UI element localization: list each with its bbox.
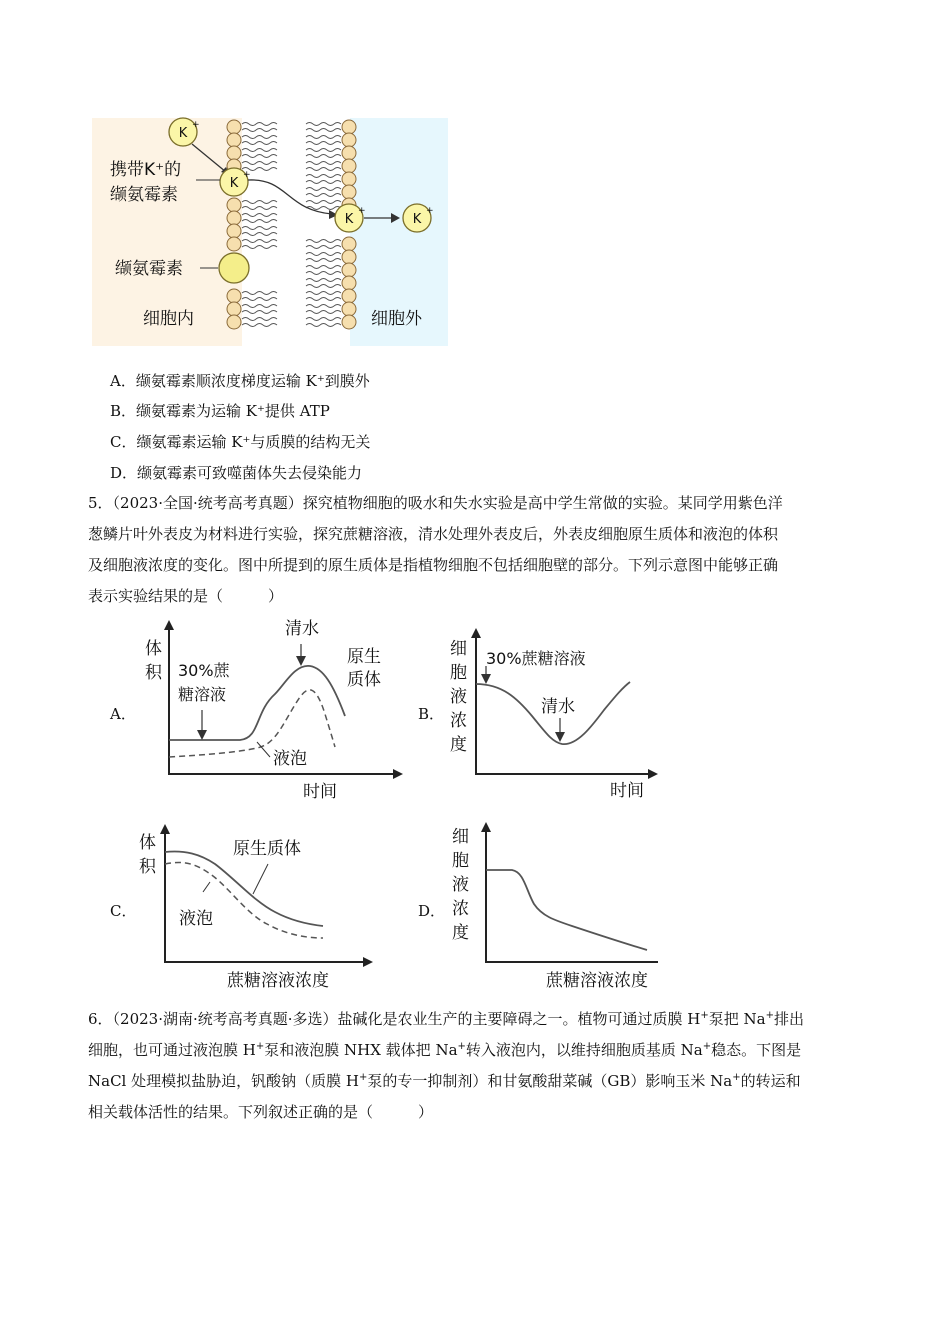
lipid-head [227,120,241,134]
lipid-head [227,302,241,316]
chart-d-ylabel-2: 胞 [452,851,469,871]
chart-c-ylabel-2: 积 [139,857,156,877]
lipid-head [227,224,241,238]
lipid-tail [306,194,341,197]
chart-d-ylabel-3: 液 [452,875,469,895]
chart-c-letter: C． [110,902,137,920]
lipid-tail [306,253,341,256]
lipid-tail [306,188,341,191]
chart-a [135,612,405,807]
lipid-head [342,302,356,316]
lipid-head [342,263,356,277]
chart-d-ylabel-4: 浓 [452,899,469,919]
chart-c-annotation-protoplast: 原生质体 [233,839,301,859]
lipid-tail [306,175,341,178]
chart-a-ylabel-1: 体 [145,639,162,659]
question-6-stem: 6．（2023·湖南·统考高考真题·多选）盐碱化是农业生产的主要障碍之一。植物可通过质膜 H+泵把 Na+排出 细胞，也可通过液泡膜 H+泵和液泡膜 NHX 载体把 Na+转入液泡内，以维持细胞质基质 Na+稳态。下图是 NaCl 处理模拟盐胁迫，钒酸钠（质膜 H+泵的专一抑制剂）和甘氨酸甜菜碱（GB）影响玉米 Na+的转运和 相关载体活性的结果。下列叙述正确的是（ ） [88,1010,805,1121]
lipid-head [227,146,241,160]
lipid-head [227,211,241,225]
chart-d-xlabel: 蔗糖溶液浓度 [546,971,648,991]
lipid-tail [242,240,277,243]
lipid-tail [242,201,277,204]
chart-b-ylabel-1: 细 [450,639,467,659]
label-carrier-line1: 携带K⁺的 [110,160,182,180]
lipid-tail [242,233,277,236]
chart-a-annotation-water: 清水 [285,619,319,639]
lipid-tail [306,311,341,314]
chart-a-letter: A． [110,705,136,723]
chart-a-annotation-vacuole: 液泡 [273,749,307,769]
lipid-tail [306,201,341,204]
valinomycin-membrane-figure [88,112,453,352]
lipid-tail [242,129,277,132]
chart-b-ylabel-4: 浓 [450,711,467,731]
lipid-head [342,159,356,173]
lipid-head [227,289,241,303]
svg-text:K: K [412,212,422,227]
lipid-tail [306,123,341,126]
lipid-head [342,289,356,303]
chart-c [135,824,405,994]
lipid-tail [242,298,277,301]
chart-a-ylabel-2: 积 [145,663,162,683]
chart-d-ylabel-1: 细 [452,827,469,847]
lipid-tail [306,168,341,171]
lipid-tail [242,162,277,165]
lipid-tail [306,162,341,165]
chart-b-annotation-water: 清水 [541,697,575,717]
chart-a-annotation-protoplast-1: 原生 [347,647,381,667]
label-valinomycin: 缬氨霉素 [115,259,183,279]
chart-d-ylabel-5: 度 [452,923,469,943]
lipid-tail [242,311,277,314]
svg-text:+: + [426,206,434,216]
lipid-head [342,172,356,186]
chart-c-xlabel: 蔗糖溶液浓度 [227,971,329,991]
chart-b-ylabel-2: 胞 [450,663,467,683]
lipid-head [227,315,241,329]
lipid-head [227,237,241,251]
lipid-head [342,250,356,264]
lipid-tail [306,272,341,275]
svg-text:+: + [358,206,366,216]
lipid-tail [242,123,277,126]
lipid-tail [242,227,277,230]
q4-option-b: B．缬氨霉素为运输 K⁺提供 ATP [110,402,330,420]
lipid-tail [306,129,341,132]
chart-a-annotation-sucrose-1: 30%蔗 [178,661,230,680]
chart-d [442,820,667,994]
chart-b-xlabel: 时间 [610,781,644,801]
lipid-tail [306,155,341,158]
lipid-tail [306,292,341,295]
label-outside: 细胞外 [371,309,422,329]
lipid-tail [306,246,341,249]
lipid-tail [242,246,277,249]
lipid-tail [306,149,341,152]
lipid-tail [306,305,341,308]
carrier-potassium-ion [220,168,251,196]
lipid-tail [306,318,341,321]
lipid-head [227,198,241,212]
label-carrier-line2: 缬氨霉素 [110,185,178,205]
svg-text:K: K [229,176,239,191]
lipid-head [227,133,241,147]
lipid-tail [306,240,341,243]
chart-b-annotation-sucrose: 30%蔗糖溶液 [486,649,586,668]
lipid-tail [306,279,341,282]
lipid-tail [242,142,277,145]
lipid-tail [242,207,277,210]
chart-b-ylabel-5: 度 [450,735,467,755]
lipid-head [342,133,356,147]
lipid-tail [242,324,277,327]
chart-c-annotation-vacuole: 液泡 [179,909,213,929]
chart-d-letter: D． [418,902,446,920]
label-inside: 细胞内 [143,309,194,329]
chart-a-xlabel: 时间 [303,782,337,802]
chart-b-ylabel-3: 液 [450,687,467,707]
lipid-tail [242,220,277,223]
chart-c-ylabel-1: 体 [139,833,156,853]
lipid-head [342,276,356,290]
q4-option-a: A．缬氨霉素顺浓度梯度运输 K⁺到膜外 [110,372,370,390]
lipid-head [342,315,356,329]
lipid-tail [242,155,277,158]
lipid-tail [306,259,341,262]
chart-b [442,628,667,806]
chart-a-annotation-sucrose-2: 糖溶液 [178,685,227,704]
svg-text:K: K [178,126,188,141]
lipid-tail [306,181,341,184]
chart-a-annotation-protoplast-2: 质体 [347,670,381,690]
lipid-head [342,146,356,160]
lipid-tail [306,266,341,269]
question-5-stem: 5．（2023·全国·统考高考真题）探究植物细胞的吸水和失水实验是高中学生常做的实验。某同学用紫色洋 葱鳞片叶外表皮为材料进行实验，探究蔗糖溶液，清水处理外表皮后，外表皮细胞原生质体和液泡的体积 及细胞液浓度的变化。图中所提到的原生质体是指植物细胞不包括细胞壁的部分。下列示意图中能够正确 表示实验结果的是（ ） [88,494,783,605]
lipid-head [342,120,356,134]
lipid-tail [242,318,277,321]
lipid-tail [242,136,277,139]
lipid-head [342,237,356,251]
svg-text:K: K [344,212,354,227]
svg-text:+: + [192,120,200,130]
lipid-tail [306,298,341,301]
lipid-tail [242,214,277,217]
valinomycin-molecule [219,253,249,283]
lipid-tail [242,305,277,308]
lipid-tail [242,149,277,152]
lipid-tail [306,285,341,288]
chart-d-series [486,870,647,950]
svg-text:+: + [243,170,251,180]
q4-option-d: D．缬氨霉素可致噬菌体失去侵染能力 [110,464,363,482]
lipid-tail [306,324,341,327]
lipid-head [342,185,356,199]
lipid-tail [306,142,341,145]
q4-option-c: C．缬氨霉素运输 K⁺与质膜的结构无关 [110,433,371,451]
lipid-tail [306,136,341,139]
chart-b-letter: B． [418,705,445,723]
lipid-tail [242,292,277,295]
